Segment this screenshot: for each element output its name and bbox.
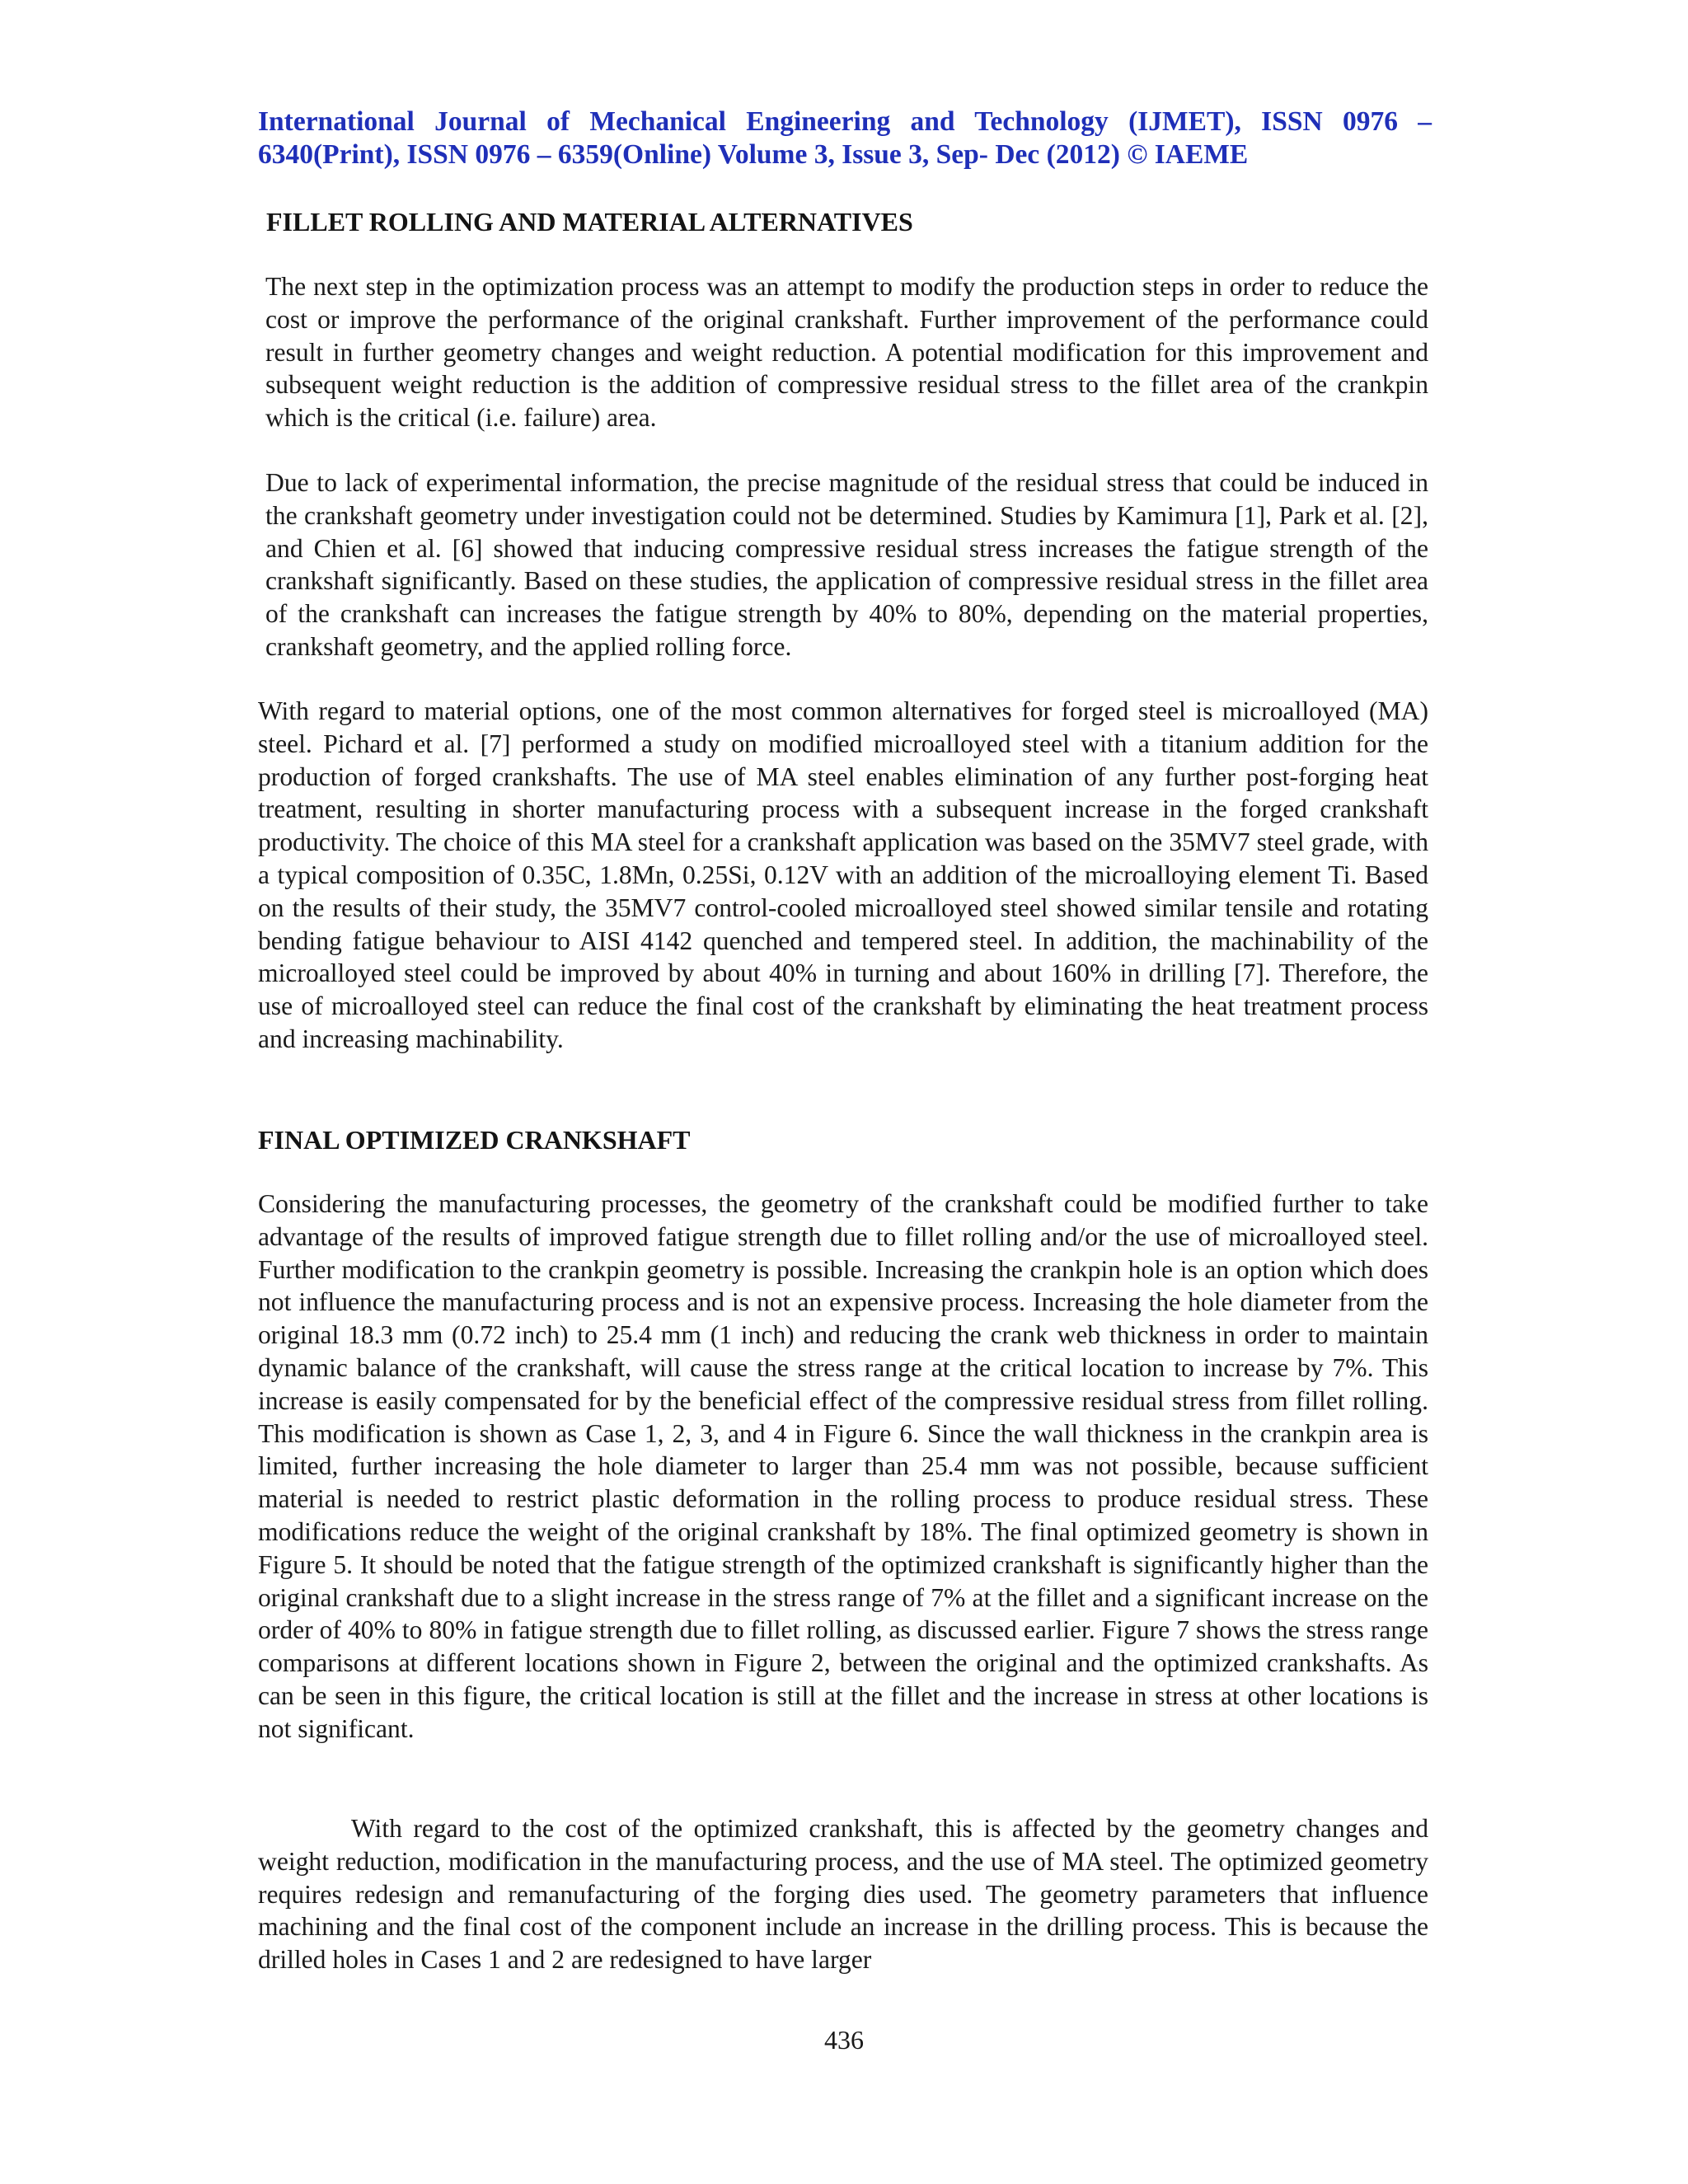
section-heading-fillet-rolling: FILLET ROLLING AND MATERIAL ALTERNATIVES	[266, 207, 913, 237]
journal-header-line-1: International Journal of Mechanical Engineering and Technology (IJMET), ISSN 0976 –	[258, 106, 1432, 137]
paragraph-final-1: Considering the manufacturing processes, the geometry of the crankshaft could be modified further to take advantage of the results of improved fatigue strength due to fillet rolling and/or the use of microalloyed steel. Further modification to the crankpin geometry is possible. Increasing the crankpin hole is an option which does not influence the manufacturing process and is not an expensive process. Increasing the hole diameter from the original 18.3 mm (0.72 inch) to 25.4 mm (1 inch) and reducing the crank web thickness in order to maintain dynamic balance of the crankshaft, will cause the stress range at the critical location to increase by 7%. This increase is easily compensated for by the beneficial effect of the compressive residual stress from fillet rolling. This modification is shown as Case 1, 2, 3, and 4 in Figure 6. Since the wall thickness in the crankpin area is limited, further increasing the hole diameter to larger than 25.4 mm was not possible, because sufficient material is needed to restrict plastic deformation in the rolling process to produce residual stress. These modifications reduce the weight of the original crankshaft by 18%. The final optimized geometry is shown in Figure 5. It should be noted that the fatigue strength of the optimized crankshaft is significantly higher than the original crankshaft due to a slight increase in the stress range of 7% at the fillet and a significant increase on the order of 40% to 80% in fatigue strength due to fillet rolling, as discussed earlier. Figure 7 shows the stress range comparisons at different locations shown in Figure 2, between the original and the optimized crankshafts. As can be seen in this figure, the critical location is still at the fillet and the increase in stress at other locations is not significant.	[258, 1189, 1428, 1743]
paragraph-material-options: With regard to material options, one of the most common alternatives for forged steel is microalloyed (MA) steel. Pichard et al. [7] performed a study on modified microalloyed steel with a titanium addition for the production of forged crankshafts. The use of MA steel enables elimination of any further post-forging heat treatment, resulting in shorter manufacturing process with a subsequent increase in the forged crankshaft productivity. The choice of this MA steel for a crankshaft application was based on the 35MV7 steel grade, with a typical composition of 0.35C, 1.8Mn, 0.25Si, 0.12V with an addition of the microalloying element Ti. Based on the results of their study, the 35MV7 control-cooled microalloyed steel showed similar tensile and rotating bending fatigue behaviour to AISI 4142 quenched and tempered steel. In addition, the machinability of the microalloyed steel could be improved by about 40% in turning and about 160% in drilling [7]. Therefore, the use of microalloyed steel can reduce the final cost of the crankshaft by eliminating the heat treatment process and increasing machinability.	[258, 696, 1428, 1053]
paragraph-fillet-1: The next step in the optimization process was an attempt to modify the production steps in order to reduce the cost or improve the performance of the original crankshaft. Further improvement of the performance could result in further geometry changes and weight reduction. A potential modification for this improvement and subsequent weight reduction is the addition of compressive residual stress to the fillet area of the crankpin which is the critical (i.e. failure) area.	[265, 272, 1428, 433]
paragraph-final-2: With regard to the cost of the optimized crankshaft, this is affected by the geometry changes and weight reduction, modification in the manufacturing process, and the use of MA steel. The optimized geometry requires redesign and remanufacturing of the forging dies used. The geometry parameters that influence machining and the final cost of the component include an increase in the drilling process. This is because the drilled holes in Cases 1 and 2 are redesigned to have larger	[258, 1814, 1428, 1975]
paragraph-fillet-2: Due to lack of experimental information, the precise magnitude of the residual stress that could be induced in the crankshaft geometry under investigation could not be determined. Studies by Kamimura [1], Park et al. [2], and Chien et al. [6] showed that inducing compressive residual stress increases the fatigue strength of the crankshaft significantly. Based on these studies, the application of compressive residual stress in the fillet area of the crankshaft can increases the fatigue strength by 40% to 80%, depending on the material properties, crankshaft geometry, and the applied rolling force.	[265, 468, 1428, 661]
journal-header	[258, 105, 1432, 171]
journal-header-line-2: 6340(Print), ISSN 0976 – 6359(Online) Volume 3, Issue 3, Sep- Dec (2012) © IAEME	[258, 139, 1249, 170]
page-number: 436	[824, 2025, 864, 2055]
section-heading-final-optimized: FINAL OPTIMIZED CRANKSHAFT	[258, 1125, 691, 1155]
